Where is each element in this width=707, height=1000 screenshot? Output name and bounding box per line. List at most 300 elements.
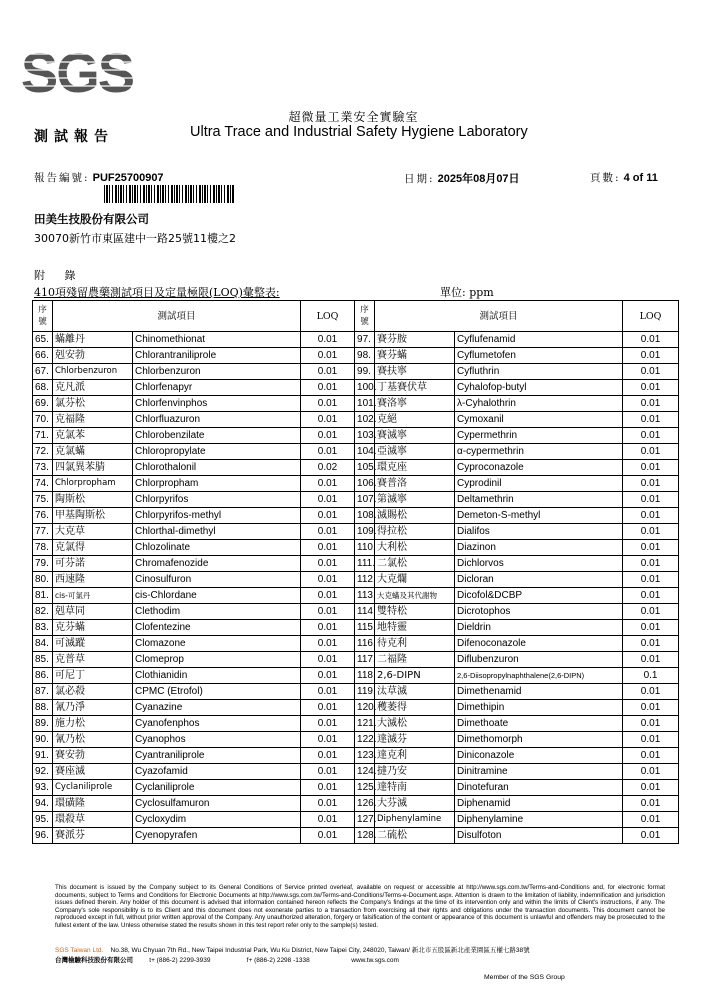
col-item-header: 測試項目 (53, 301, 301, 332)
cell-loq: 0.01 (623, 556, 679, 572)
table-row (33, 428, 679, 444)
table-row (33, 620, 679, 636)
cell-loq: 0.01 (301, 348, 355, 364)
cell-loq: 0.01 (301, 700, 355, 716)
footer-web: www.tw.sgs.com (351, 957, 399, 964)
cell-loq: 0.01 (301, 780, 355, 796)
cell-cn: 克凡派 (53, 380, 133, 396)
table-row (33, 572, 679, 588)
cell-en: Chlorbenzuron (133, 364, 301, 380)
cell-no: 118. (355, 668, 375, 684)
cell-cn: 待克利 (375, 636, 455, 652)
footer-tel: t+ (886-2) 2299-3939 (149, 957, 211, 964)
cell-no: 82. (33, 604, 53, 620)
cell-cn: 可芬諾 (53, 556, 133, 572)
cell-cn: 達滅芬 (375, 732, 455, 748)
cell-cn: 大利松 (375, 540, 455, 556)
cell-loq: 0.01 (623, 716, 679, 732)
table-row (33, 780, 679, 796)
cell-cn: Cyclaniliprole (53, 780, 133, 796)
table-row (33, 748, 679, 764)
cell-no: 76. (33, 508, 53, 524)
cell-no: 69. (33, 396, 53, 412)
cell-cn: 穫萎得 (375, 700, 455, 716)
cell-no: 105. (355, 460, 375, 476)
table-row (33, 668, 679, 684)
cell-cn: 氰乃松 (53, 732, 133, 748)
table-row (33, 684, 679, 700)
table-row (33, 476, 679, 492)
cell-cn: cis-可氯丹 (53, 588, 133, 604)
cell-loq: 0.01 (623, 428, 679, 444)
cell-loq: 0.01 (301, 684, 355, 700)
cell-cn: 丁基賽伏草 (375, 380, 455, 396)
cell-loq: 0.01 (301, 396, 355, 412)
cell-loq: 0.01 (623, 684, 679, 700)
cell-loq: 0.01 (623, 380, 679, 396)
cell-no: 117. (355, 652, 375, 668)
cell-no: 74. (33, 476, 53, 492)
cell-cn: 賽芬胺 (375, 332, 455, 348)
cell-loq: 0.01 (623, 396, 679, 412)
cell-en: Cyantraniliprole (133, 748, 301, 764)
cell-loq: 0.01 (301, 380, 355, 396)
cell-en: Chinomethionat (133, 332, 301, 348)
cell-no: 96. (33, 828, 53, 844)
cell-en: CPMC (Etrofol) (133, 684, 301, 700)
table-header-row (33, 301, 679, 332)
cell-loq: 0.01 (623, 764, 679, 780)
cell-loq: 0.01 (301, 668, 355, 684)
cell-no: 93. (33, 780, 53, 796)
table-row (33, 380, 679, 396)
table-row (33, 348, 679, 364)
table-row (33, 588, 679, 604)
cell-cn: 西速隆 (53, 572, 133, 588)
cell-cn: 二硫松 (375, 828, 455, 844)
sgs-logo-text: SGS (20, 41, 134, 104)
cell-no: 94. (33, 796, 53, 812)
cell-no: 111. (355, 556, 375, 572)
cell-en: Chlorothalonil (133, 460, 301, 476)
cell-cn: 克普草 (53, 652, 133, 668)
cell-en: Cinosulfuron (133, 572, 301, 588)
cell-cn: 剋草同 (53, 604, 133, 620)
cell-en: Chlorfluazuron (133, 412, 301, 428)
cell-no: 75. (33, 492, 53, 508)
cell-cn: 剋安勃 (53, 348, 133, 364)
footer-disclaimer: This document is issued by the Company subject to its General Conditions of Service printed overleaf, available on request or accessible at http://www.sgs.com.tw/Terms-and-Conditions and, for electronic format documents, subject to Terms and Conditions for Electronic Documents at http://www.sgs.com.tw/Terms-and-Conditions/Terms-e-Document.aspx. Attention is drawn to the limitation of liability, indemnification and jurisdiction issues defined therein. Any holder of this document is advised that information contained hereon reflects the Company's findings at the time of its intervention only and within the limits of Client's instructions, if any. The Company's sole responsibility is to its Client and this document does not exonerate parties to a transaction from exercising all their rights and obligations under the transaction documents. This document cannot be reproduced except in full, without prior written approval of the Company. Any unauthorized alteration, forgery or falsification of the content or appearance of this document is unlawful and offenders may be prosecuted to the fullest extent of the law. Unless otherwise stated the results shown in this test report refer only to the sample(s) tested. (55, 884, 665, 929)
cell-loq: 0.01 (301, 604, 355, 620)
cell-loq: 0.01 (301, 508, 355, 524)
cell-en: Cymoxanil (455, 412, 623, 428)
cell-no: 84. (33, 636, 53, 652)
cell-no: 123. (355, 748, 375, 764)
cell-loq: 0.01 (623, 700, 679, 716)
cell-en: Disulfoton (455, 828, 623, 844)
cell-en: Clomeprop (133, 652, 301, 668)
cell-loq: 0.01 (301, 764, 355, 780)
cell-no: 68. (33, 380, 53, 396)
table-title: 410項殘留農藥測試項目及定量極限(LOQ)彙整表: (34, 286, 280, 299)
cell-en: λ-Cyhalothrin (455, 396, 623, 412)
cell-no: 115. (355, 620, 375, 636)
cell-loq: 0.01 (301, 476, 355, 492)
cell-no: 98. (355, 348, 375, 364)
report-number: PUF25700907 (92, 172, 164, 184)
cell-en: α-cypermethrin (455, 444, 623, 460)
cell-en: Difenoconazole (455, 636, 623, 652)
table-row (33, 444, 679, 460)
cell-loq: 0.01 (623, 460, 679, 476)
footer-brand: SGS Taiwan Ltd. (55, 947, 104, 954)
cell-loq: 0.01 (301, 572, 355, 588)
cell-loq: 0.01 (623, 652, 679, 668)
cell-no: 77. (33, 524, 53, 540)
cell-cn: 蟎離丹 (53, 332, 133, 348)
cell-no: 89. (33, 716, 53, 732)
cell-no: 122. (355, 732, 375, 748)
cell-cn: 地特靈 (375, 620, 455, 636)
cell-en: Cyclaniliprole (133, 780, 301, 796)
cell-no: 113. (355, 588, 375, 604)
cell-cn: 賽扶寧 (375, 364, 455, 380)
cell-loq: 0.01 (301, 828, 355, 844)
cell-no: 97. (355, 332, 375, 348)
loq-table (32, 300, 679, 844)
cell-loq: 0.01 (623, 812, 679, 828)
cell-loq: 0.01 (623, 508, 679, 524)
cell-no: 71. (33, 428, 53, 444)
col-no-header: 序號 (355, 301, 375, 332)
cell-loq: 0.01 (301, 444, 355, 460)
cell-en: Cycloxydim (133, 812, 301, 828)
report-number-row (34, 170, 164, 185)
table-row (33, 524, 679, 540)
cell-loq: 0.01 (623, 348, 679, 364)
cell-cn: 賽派芬 (53, 828, 133, 844)
cell-no: 90. (33, 732, 53, 748)
date-label: 日期: (404, 173, 435, 185)
barcode (104, 185, 234, 203)
cell-loq: 0.01 (301, 748, 355, 764)
cell-loq: 0.01 (301, 540, 355, 556)
cell-loq: 0.01 (301, 732, 355, 748)
cell-loq: 0.01 (301, 652, 355, 668)
cell-cn: 環磺隆 (53, 796, 133, 812)
cell-no: 88. (33, 700, 53, 716)
cell-no: 70. (33, 412, 53, 428)
cell-en: Chromafenozide (133, 556, 301, 572)
cell-cn: 大滅松 (375, 716, 455, 732)
table-row (33, 412, 679, 428)
cell-loq: 0.01 (623, 620, 679, 636)
cell-no: 121. (355, 716, 375, 732)
cell-loq: 0.01 (301, 412, 355, 428)
cell-cn: 陶斯松 (53, 492, 133, 508)
cell-no: 66. (33, 348, 53, 364)
cell-loq: 0.01 (623, 444, 679, 460)
cell-no: 100. (355, 380, 375, 396)
cell-no: 102. (355, 412, 375, 428)
appendix-label: 附 錄 (34, 269, 84, 282)
cell-loq: 0.01 (623, 636, 679, 652)
cell-cn: 甲基陶斯松 (53, 508, 133, 524)
cell-no: 109. (355, 524, 375, 540)
cell-cn: 克絕 (375, 412, 455, 428)
cell-no: 99. (355, 364, 375, 380)
cell-en: Dicloran (455, 572, 623, 588)
cell-loq: 0.01 (301, 332, 355, 348)
cell-cn: 氯芬松 (53, 396, 133, 412)
cell-no: 108. (355, 508, 375, 524)
col-loq-header: LOQ (623, 301, 679, 332)
cell-loq: 0.01 (623, 604, 679, 620)
cell-loq: 0.01 (623, 364, 679, 380)
lab-name-en: Ultra Trace and Industrial Safety Hygiene Laboratory (190, 124, 528, 140)
cell-cn: 亞滅寧 (375, 444, 455, 460)
cell-cn: Chlorpropham (53, 476, 133, 492)
cell-no: 128. (355, 828, 375, 844)
cell-en: Deltamethrin (455, 492, 623, 508)
cell-en: Cyenopyrafen (133, 828, 301, 844)
cell-en: cis-Chlordane (133, 588, 301, 604)
company-name: 田美生技股份有限公司 (34, 212, 149, 226)
table-row (33, 492, 679, 508)
cell-cn: Diphenylamine (375, 812, 455, 828)
cell-en: Chlorobenzilate (133, 428, 301, 444)
report-number-label: 報告編號: (34, 172, 90, 184)
cell-loq: 0.01 (301, 620, 355, 636)
cell-loq: 0.01 (301, 492, 355, 508)
cell-loq: 0.01 (623, 332, 679, 348)
cell-en: Dieldrin (455, 620, 623, 636)
cell-cn: 克氯得 (53, 540, 133, 556)
member-of-group: Member of the SGS Group (484, 974, 565, 981)
cell-en: Dinotefuran (455, 780, 623, 796)
cell-en: Chloropropylate (133, 444, 301, 460)
cell-en: Clomazone (133, 636, 301, 652)
table-row (33, 604, 679, 620)
cell-cn: 氯必殺 (53, 684, 133, 700)
cell-en: Chlozolinate (133, 540, 301, 556)
cell-cn: 得拉松 (375, 524, 455, 540)
cell-no: 92. (33, 764, 53, 780)
cell-cn: 克福隆 (53, 412, 133, 428)
cell-cn: 第滅寧 (375, 492, 455, 508)
cell-loq: 0.01 (623, 748, 679, 764)
footer-contact (55, 946, 675, 966)
cell-en: Dicrotophos (455, 604, 623, 620)
cell-en: Dimethenamid (455, 684, 623, 700)
company-address: 30070新竹市東區建中一路25號11樓之2 (34, 232, 236, 245)
cell-no: 114. (355, 604, 375, 620)
cell-no: 126. (355, 796, 375, 812)
cell-loq: 0.01 (301, 556, 355, 572)
cell-no: 106. (355, 476, 375, 492)
cell-cn: 大克草 (53, 524, 133, 540)
cell-cn: 滅賜松 (375, 508, 455, 524)
cell-loq: 0.01 (623, 828, 679, 844)
cell-no: 80. (33, 572, 53, 588)
cell-en: Clethodim (133, 604, 301, 620)
cell-en: Chlorantraniliprole (133, 348, 301, 364)
cell-cn: 賽安勃 (53, 748, 133, 764)
cell-no: 124. (355, 764, 375, 780)
cell-no: 78. (33, 540, 53, 556)
cell-loq: 0.01 (301, 588, 355, 604)
cell-no: 79. (33, 556, 53, 572)
col-item-header: 測試項目 (375, 301, 623, 332)
cell-loq: 0.01 (623, 492, 679, 508)
cell-no: 81. (33, 588, 53, 604)
table-row (33, 652, 679, 668)
cell-loq: 0.01 (301, 812, 355, 828)
cell-en: Chlorthal-dimethyl (133, 524, 301, 540)
cell-cn: 克氯苯 (53, 428, 133, 444)
cell-cn: 氰乃淨 (53, 700, 133, 716)
cell-en: Diazinon (455, 540, 623, 556)
cell-en: Dimethoate (455, 716, 623, 732)
cell-loq: 0.01 (301, 364, 355, 380)
cell-no: 127. (355, 812, 375, 828)
cell-cn: 汰草滅 (375, 684, 455, 700)
cell-cn: 達特南 (375, 780, 455, 796)
cell-cn: 可尼丁 (53, 668, 133, 684)
table-row (33, 460, 679, 476)
cell-loq: 0.01 (301, 636, 355, 652)
page-row (590, 170, 658, 185)
cell-no: 107. (355, 492, 375, 508)
cell-no: 103. (355, 428, 375, 444)
report-label: 測試報告 (34, 129, 114, 145)
cell-en: Cyhalofop-butyl (455, 380, 623, 396)
cell-en: Cyflufenamid (455, 332, 623, 348)
cell-cn: 二福隆 (375, 652, 455, 668)
table-row (33, 812, 679, 828)
report-date: 2025年08月07日 (437, 173, 520, 185)
cell-en: Cyazofamid (133, 764, 301, 780)
col-loq-header: LOQ (301, 301, 355, 332)
cell-no: 119. (355, 684, 375, 700)
cell-loq: 0.02 (301, 460, 355, 476)
unit-label: 單位: ppm (440, 286, 494, 299)
cell-cn: 克氯蟎 (53, 444, 133, 460)
cell-en: Dialifos (455, 524, 623, 540)
cell-no: 116. (355, 636, 375, 652)
table-row (33, 396, 679, 412)
cell-en: Cyflumetofen (455, 348, 623, 364)
cell-en: Dimethipin (455, 700, 623, 716)
cell-no: 120. (355, 700, 375, 716)
cell-en: 2,6-Diisopropylnaphthalene(2,6-DIPN) (455, 668, 623, 684)
cell-loq: 0.01 (301, 716, 355, 732)
cell-loq: 0.01 (623, 780, 679, 796)
cell-no: 83. (33, 620, 53, 636)
footer-brand-cn: 台灣檢驗科技股份有限公司 (55, 957, 133, 964)
cell-cn: 雙特松 (375, 604, 455, 620)
cell-cn: 賽座滅 (53, 764, 133, 780)
cell-no: 86. (33, 668, 53, 684)
table-row (33, 332, 679, 348)
cell-en: Diniconazole (455, 748, 623, 764)
lab-name-cn: 超微量工業安全實驗室 (288, 110, 419, 124)
cell-en: Chlorpyrifos-methyl (133, 508, 301, 524)
cell-en: Cypermethrin (455, 428, 623, 444)
cell-cn: 環克座 (375, 460, 455, 476)
cell-loq: 0.01 (623, 476, 679, 492)
cell-en: Dimethomorph (455, 732, 623, 748)
cell-no: 95. (33, 812, 53, 828)
table-row (33, 732, 679, 748)
table-row (33, 700, 679, 716)
cell-cn: 可滅蹤 (53, 636, 133, 652)
cell-loq: 0.01 (623, 588, 679, 604)
cell-no: 110. (355, 540, 375, 556)
cell-cn: 大芬滅 (375, 796, 455, 812)
cell-cn: 克芬蟎 (53, 620, 133, 636)
table-row (33, 540, 679, 556)
table-row (33, 364, 679, 380)
cell-loq: 0.01 (623, 540, 679, 556)
sgs-logo (18, 41, 136, 104)
cell-no: 73. (33, 460, 53, 476)
cell-en: Clofentezine (133, 620, 301, 636)
table-row (33, 716, 679, 732)
cell-en: Demeton-S-methyl (455, 508, 623, 524)
cell-cn: 賽滅寧 (375, 428, 455, 444)
cell-en: Diphenamid (455, 796, 623, 812)
cell-en: Cyanazine (133, 700, 301, 716)
cell-en: Cyproconazole (455, 460, 623, 476)
cell-no: 67. (33, 364, 53, 380)
cell-en: Dinitramine (455, 764, 623, 780)
cell-cn: 二氯松 (375, 556, 455, 572)
cell-en: Chlorfenvinphos (133, 396, 301, 412)
col-no-header: 序號 (33, 301, 53, 332)
table-row (33, 764, 679, 780)
cell-loq: 0.01 (301, 428, 355, 444)
cell-en: Cyanophos (133, 732, 301, 748)
cell-no: 112. (355, 572, 375, 588)
table-row (33, 556, 679, 572)
cell-loq: 0.01 (623, 572, 679, 588)
cell-loq: 0.01 (301, 524, 355, 540)
cell-en: Chlorfenapyr (133, 380, 301, 396)
cell-en: Cyclosulfamuron (133, 796, 301, 812)
cell-en: Cyfluthrin (455, 364, 623, 380)
page-label: 頁數: (590, 172, 621, 184)
cell-en: Chlorpyrifos (133, 492, 301, 508)
table-row (33, 828, 679, 844)
cell-en: Chlorpropham (133, 476, 301, 492)
cell-no: 101. (355, 396, 375, 412)
cell-cn: Chlorbenzuron (53, 364, 133, 380)
cell-loq: 0.01 (623, 524, 679, 540)
cell-loq: 0.01 (301, 796, 355, 812)
cell-en: Cyprodinil (455, 476, 623, 492)
cell-en: Clothianidin (133, 668, 301, 684)
cell-cn: 賽芬蟎 (375, 348, 455, 364)
footer-address: No.38, Wu Chyuan 7th Rd., New Taipei Industrial Park, Wu Ku District, New Taipei City, 248020, Taiwan/ 新北市五股區新北產業園區五權七路38號 (110, 947, 530, 954)
cell-loq: 0.01 (623, 412, 679, 428)
cell-no: 125. (355, 780, 375, 796)
cell-cn: 達克利 (375, 748, 455, 764)
cell-loq: 0.01 (623, 796, 679, 812)
cell-cn: 施力松 (53, 716, 133, 732)
table-row (33, 796, 679, 812)
cell-no: 104. (355, 444, 375, 460)
